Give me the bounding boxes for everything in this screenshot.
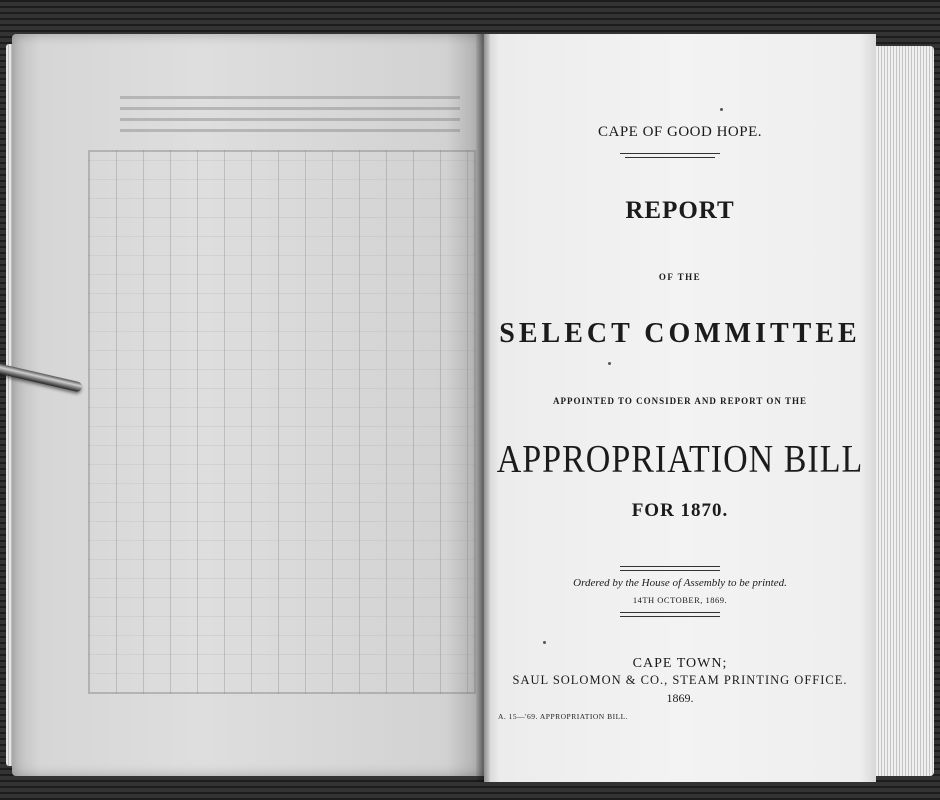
rule-colony-2 (625, 157, 715, 158)
bleed-through-table (88, 150, 476, 694)
city-text: CAPE TOWN; (632, 656, 728, 671)
printer-text: SAUL SOLOMON & CO., STEAM PRINTING OFFICE. (512, 673, 848, 687)
rule-lower (620, 612, 720, 613)
bill-heading: APPROPRIATION BILL (496, 438, 864, 481)
rule-upper-2 (620, 570, 720, 571)
rule-colony (620, 153, 720, 154)
speck (543, 641, 546, 644)
speck (608, 362, 611, 365)
appointed-text: APPOINTED TO CONSIDER AND REPORT ON THE (552, 396, 808, 406)
committee-heading: SELECT COMMITTEE (499, 318, 861, 349)
right-page-edges (870, 46, 934, 776)
date-text: 14TH OCTOBER, 1869. (632, 595, 728, 605)
of-the-text: OF THE (658, 272, 702, 282)
print-year-text: 1869. (666, 691, 694, 705)
colony-heading: CAPE OF GOOD HOPE. (597, 124, 763, 140)
bleed-through-heading (120, 96, 460, 140)
year-heading: FOR 1870. (631, 500, 729, 521)
footer-text: A. 15—'69. APPROPRIATION BILL. (498, 712, 629, 721)
rule-upper (620, 566, 720, 567)
rule-lower-2 (620, 616, 720, 617)
speck (720, 108, 723, 111)
report-heading: REPORT (625, 197, 735, 224)
ordered-text: Ordered by the House of Assembly to be printed. (573, 577, 787, 589)
